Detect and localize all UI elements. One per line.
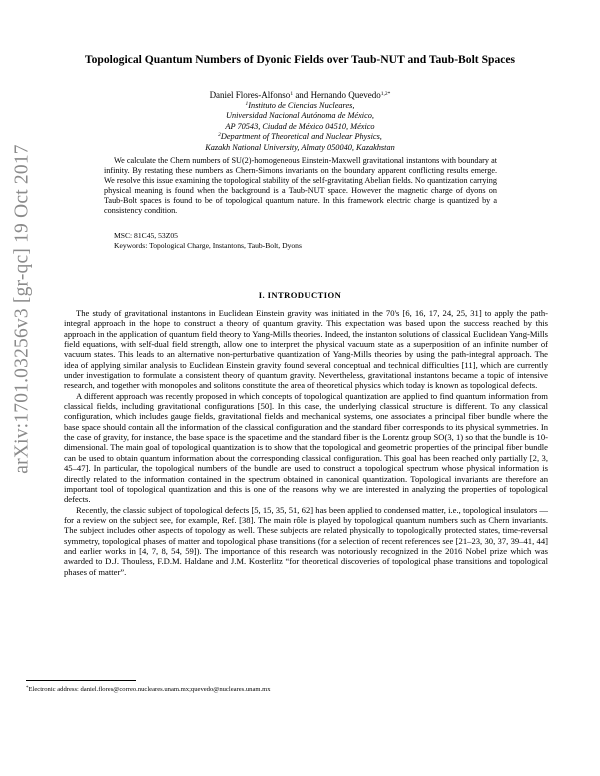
author-2-superscript: 1,2*	[380, 91, 391, 97]
footnote-email-text: Electronic address: daniel.flores@correo.nucleares.unam.mx;quevedo@nucleares.unam.mx	[28, 686, 271, 693]
affiliation-2-line-1: Department of Theoretical and Nuclear Physics,	[220, 132, 382, 141]
author-1-name: Daniel Flores-Alfonso	[209, 90, 291, 100]
affiliation-2-line-2: Kazakh National University, Almaty 050040, Kazakhstan	[205, 142, 395, 152]
body-paragraph-1: The study of gravitational instantons in Euclidean Einstein gravity was initiated in the 70's [6, 16, 17, 24, 25, 31] to apply the path-integral approach in the hope to construct a theory of quantum gravity. This expectation was based upon the success reached by this approach in the application of quantum field theory to Yang-Mills theories. Indeed, the instanton solutions of classical Euclidean Yang-Mills field equations, with self-dual field strength, allow one to interpret the physical vacuum state as a superposition of an infinite number of vacuum states. This leads to an alternative non-perturbative quantization of Yang-Mills theories by using the path-integral approach. The idea of applying similar analysis to Euclidean Einstein gravity found several conceptual and technical difficulties [11], which are currently under investigation to formulate a consistent theory of quantum gravity. Nevertheless, gravitational instantons became a topic of intensive research, and together with monopoles and solitons constitute the area of theoretical physics which today is known as topological defects.	[64, 308, 548, 391]
body-paragraph-2: A different approach was recently proposed in which concepts of topological quantization are applied to find quantum information from classical fields, including gravitational configurations [50]. In this case, the underlying classical structure is different. To any classical configuration, which includes gauge fields, gravitational fields and mechanical systems, one associates a principal fiber bundle where the base space should contain all the information of the classical configuration and the standard fiber corresponds to its physical symmetries. In the case of gravity, for instance, the base space is the spacetime and the standard fiber is the Lorentz group SO(3, 1) so that the bundle is 10-dimensional. The main goal of topological quantization is to show that the topological and geometric properties of the principal fiber bundle can be used to obtain quantum information about the corresponding classical configuration. This goal has been reached only partially [2, 3, 45–47]. In particular, the topological numbers of the bundle are used to construct a topological spectrum whose physical information is directly related to the information contained in the spectrum obtained in canonical quantization. Topological invariants are therefore an important tool of topological quantization and this is one of the reasons why we are interested in analyzing the properties of topological defects.	[64, 390, 548, 505]
affiliation-2	[120, 132, 480, 153]
author-line	[120, 90, 480, 101]
paper-title: Topological Quantum Numbers of Dyonic Fields over Taub-NUT and Taub-Bolt Spaces	[84, 53, 516, 66]
affiliation-2-superscript: 2	[218, 132, 221, 138]
author-joiner: and	[293, 90, 311, 100]
abstract-text: We calculate the Chern numbers of SU(2)-homogeneous Einstein-Maxwell gravitational instantons with boundary at infinity. By restating these numbers as Chern-Simons invariants on the boundary apparent conflicting results emerge. We resolve this issue examining the topological stability of the self-gravitating Abelian fields. No quantization carrying physical meaning is found when the background is a Taub-NUT space. However the magnetic charge of dyons on Taub-Bolt spaces is found to be of topological quantum nature. In this framework electric charge is quantized by a consistency condition.	[104, 156, 497, 215]
affiliation-1	[120, 101, 480, 133]
footnote-marker: *	[26, 686, 29, 691]
introduction-body	[64, 308, 548, 577]
affiliation-1-line-3: AP 70543, Ciudad de México 04510, México	[225, 121, 375, 131]
affiliation-1-line-2: Universidad Nacional Autónoma de México,	[225, 111, 374, 120]
section-heading-introduction: I. INTRODUCTION	[258, 290, 342, 300]
author-block	[120, 90, 480, 153]
arxiv-identifier-text: arXiv:1701.03256v3 [gr-qc] 19 Oct 2017	[12, 144, 33, 474]
affiliation-1-line-1: Instituto de Ciencias Nucleares,	[248, 100, 355, 110]
footnote	[26, 686, 271, 693]
keywords-line: Keywords: Topological Charge, Instantons, Taub-Bolt, Dyons	[114, 241, 302, 250]
affiliation-1-superscript: 1	[245, 100, 249, 107]
footnote-divider	[26, 680, 136, 681]
body-paragraph-3: Recently, the classic subject of topological defects [5, 15, 35, 51, 62] has been applied to condensed matter, i.e., topological insulators — for a review on the subject see, for example, Ref. [38]. The main rôle is played by topological quantum numbers such as Chern invariants. The subject includes other aspects of topology as well. These subjects are related physically to topologically protected states, time-reversal symmetry, topological phases of matter and topological phase transitions (for a selection of recent references see [21–23, 30, 37, 39–41, 44] and earlier works in [4, 7, 8, 54, 59]). The importance of this research was notoriously recognized in the 2016 Nobel prize which was awarded to D.J. Thouless, F.D.M. Haldane and J.M. Kosterlitz “for theoretical discoveries of topological phase transitions and topological phases of matter”.	[64, 504, 548, 577]
author-1-superscript: 1	[290, 91, 294, 97]
msc-classification: MSC: 81C45, 53Z05	[114, 231, 178, 240]
author-2-name: Hernando Quevedo	[310, 90, 381, 100]
arxiv-identifier-stamp	[3, 14, 43, 604]
